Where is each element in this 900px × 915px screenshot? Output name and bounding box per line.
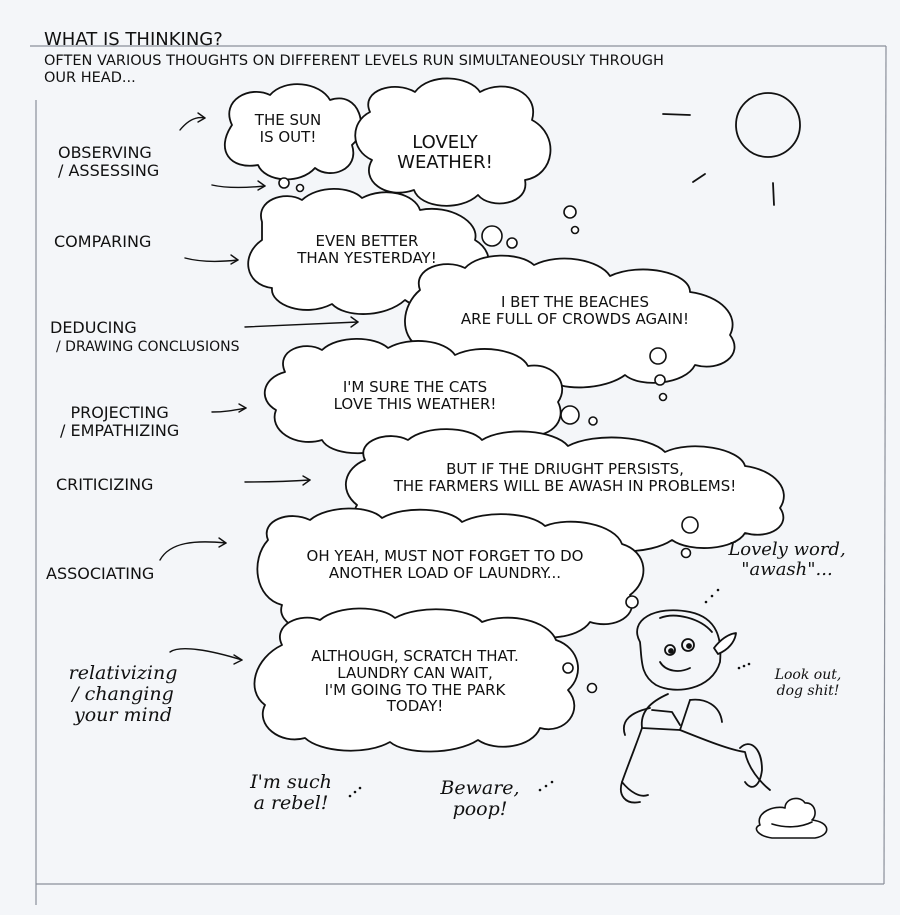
label-observing: OBSERVING / ASSESSING (58, 143, 160, 180)
thought-park: ALTHOUGH, SCRATCH THAT. LAUNDRY CAN WAIT, I'M GOING TO THE PARK TODAY! (311, 647, 519, 716)
thought-sun: THE SUN IS OUT! (254, 111, 322, 146)
label-comparing: COMPARING (54, 232, 152, 251)
label-associating: ASSOCIATING (46, 564, 155, 583)
page-subtitle: OFTEN VARIOUS THOUGHTS ON DIFFERENT LEVELS RUN SIMULTANEOUSLY THROUGH OUR HEAD... (44, 53, 664, 87)
label-criticizing: CRITICIZING (56, 475, 154, 494)
label-deducing: DEDUCING (50, 318, 137, 337)
thought-drought: BUT IF THE DRIUGHT PERSISTS, THE FARMERS WILL BE AWASH IN PROBLEMS! (393, 460, 737, 495)
remark-lookout: Look out, dog shit! (774, 667, 842, 699)
page-title: WHAT IS THINKING? (44, 29, 223, 50)
thought-cats: I'M SURE THE CATS LOVE THIS WEATHER! (333, 378, 497, 413)
remark-rebel: I'm such a rebel! (250, 771, 332, 815)
thought-better: EVEN BETTER THAN YESTERDAY! (297, 232, 437, 267)
label-deducing-sub: / DRAWING CONCLUSIONS (56, 339, 240, 355)
remark-awash: Lovely word, "awash"... (728, 539, 846, 581)
poop-drawing (756, 798, 826, 838)
label-projecting: PROJECTING / EMPATHIZING (60, 403, 180, 440)
thought-weather: LOVELY WEATHER! (397, 132, 493, 174)
walking-person (621, 610, 770, 802)
thought-beaches: I BET THE BEACHES ARE FULL OF CROWDS AGAIN! (460, 293, 690, 328)
label-relativizing: relativizing / changing your mind (68, 662, 178, 726)
remark-beware: Beware, poop! (440, 777, 520, 821)
thought-laundry: OH YEAH, MUST NOT FORGET TO DO ANOTHER LOAD OF LAUNDRY... (306, 547, 584, 582)
sun-drawing (663, 93, 800, 205)
